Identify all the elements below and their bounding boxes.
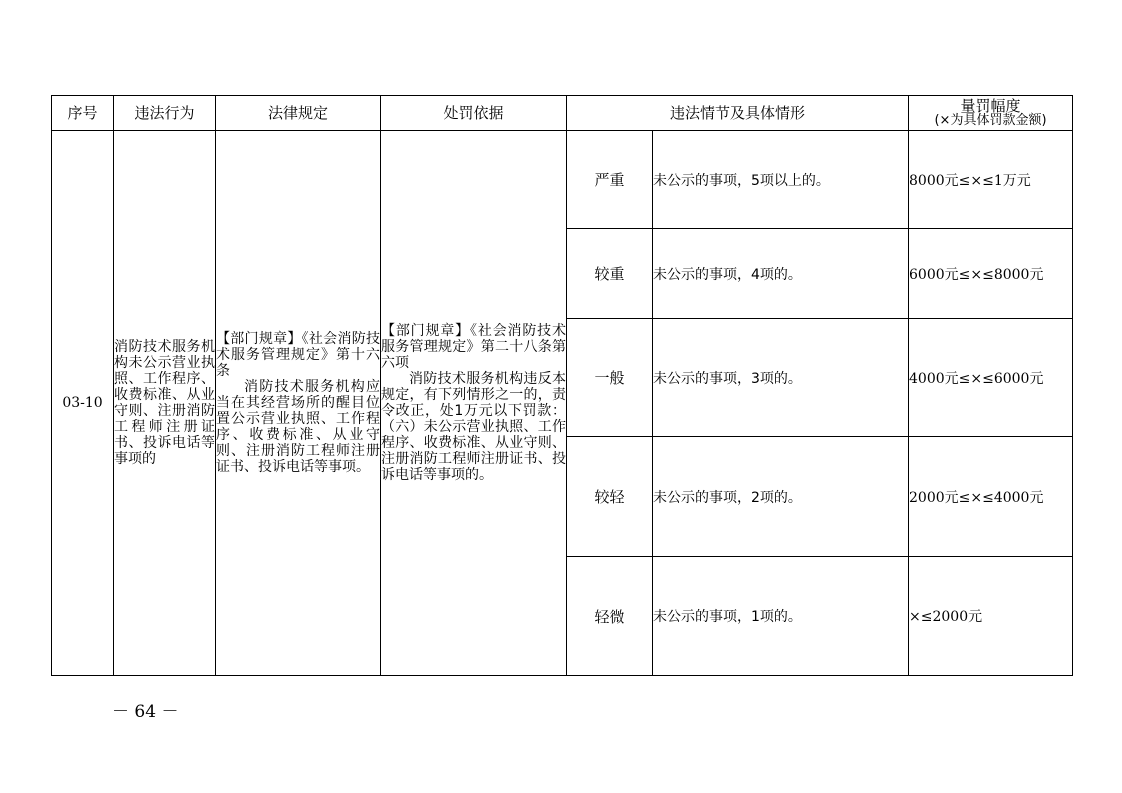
level-circumstance: 未公示的事项，2项的。 <box>653 437 909 557</box>
level-amount: 6000元≤×≤8000元 <box>909 229 1073 319</box>
level-label: 较重 <box>567 229 653 319</box>
basis-title: 【部门规章】《社会消防技术服务管理规定》第二十八条第六项 <box>381 323 566 371</box>
table-header-row <box>52 96 1073 131</box>
penalty-table <box>51 95 1073 676</box>
item-law <box>216 131 381 676</box>
level-label: 较轻 <box>567 437 653 557</box>
header-basis: 处罚依据 <box>381 96 567 131</box>
header-range <box>909 96 1073 131</box>
header-range-sub: (×为具体罚款金额) <box>934 112 1047 128</box>
level-amount: 2000元≤×≤4000元 <box>909 437 1073 557</box>
item-seq: 03-10 <box>52 131 114 676</box>
level-circumstance: 未公示的事项，1项的。 <box>653 557 909 676</box>
basis-body: 消防技术服务机构违反本规定，有下列情形之一的，责令改正，处1万元以下罚款：（六）未公示营业执照、工作程序、收费标准、从业守则、注册消防工程师注册证书、投诉电话等事项的。 <box>381 371 566 483</box>
level-amount: 4000元≤×≤6000元 <box>909 319 1073 437</box>
header-range-title: 量罚幅度 <box>960 96 1021 115</box>
level-circumstance: 未公示的事项，5项以上的。 <box>653 131 909 229</box>
header-law: 法律规定 <box>216 96 381 131</box>
level-amount: ×≤2000元 <box>909 557 1073 676</box>
header-seq: 序号 <box>52 96 114 131</box>
law-body: 消防技术服务机构应当在其经营场所的醒目位置公示营业执照、工作程序、收费标准、从业守则、注册消防工程师注册证书、投诉电话等事项。 <box>216 379 380 475</box>
header-behavior: 违法行为 <box>114 96 216 131</box>
level-amount: 8000元≤×≤1万元 <box>909 131 1073 229</box>
law-title: 【部门规章】《社会消防技术服务管理规定》第十六条 <box>216 331 380 379</box>
header-circumstance: 违法情节及具体情形 <box>567 96 909 131</box>
level-label: 一般 <box>567 319 653 437</box>
level-label: 轻微 <box>567 557 653 676</box>
table-row <box>52 131 1073 229</box>
item-basis <box>381 131 567 676</box>
level-circumstance: 未公示的事项，3项的。 <box>653 319 909 437</box>
level-label: 严重 <box>567 131 653 229</box>
item-behavior: 消防技术服务机构未公示营业执照、工作程序、收费标准、从业守则、注册消防工程师注册证书、投诉电话等事项的 <box>114 131 216 676</box>
page-number: － 64 － <box>112 702 179 722</box>
level-circumstance: 未公示的事项，4项的。 <box>653 229 909 319</box>
